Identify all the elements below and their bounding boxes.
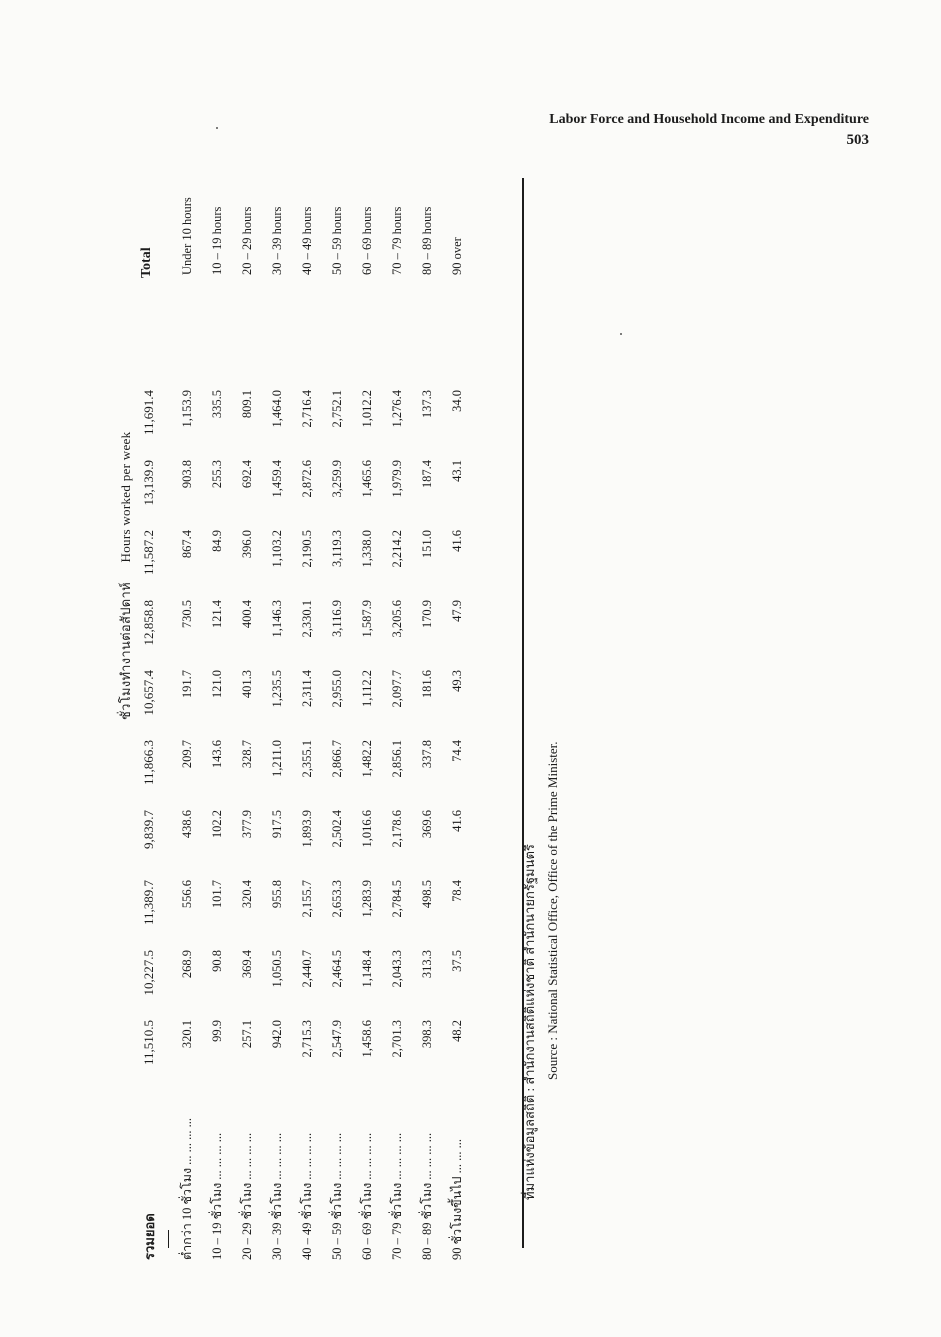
table-cell: 121.4	[210, 600, 224, 629]
table-cell: 2,716.4	[300, 390, 314, 428]
table-cell: 1,146.3	[270, 600, 284, 638]
table-cell: 47.9	[450, 600, 464, 622]
table-cell: 2,330.1	[300, 600, 314, 638]
table-cell: 3,119.3	[330, 530, 344, 568]
row-label-english: 50 – 59 hours	[330, 206, 344, 275]
total-label-thai: รวมยอด	[142, 1213, 157, 1260]
subtitle-english: Hours worked per week	[118, 431, 133, 563]
table-cell: 369.6	[420, 810, 434, 839]
table-cell: 401.3	[240, 670, 254, 699]
table-cell: 498.5	[420, 880, 434, 909]
table-cell: 1,893.9	[300, 810, 314, 848]
table-cell: 2,178.6	[390, 810, 404, 848]
table-cell: 2,653.3	[330, 880, 344, 918]
table-cell: 1,283.9	[360, 880, 374, 918]
table-cell: 1,458.6	[360, 1020, 374, 1058]
table-cell: 143.6	[210, 740, 224, 769]
table-cell: 313.3	[420, 950, 434, 979]
table-cell: 3,259.9	[330, 460, 344, 498]
row-label-english: 70 – 79 hours	[390, 206, 404, 275]
row-label-thai: 30 – 39 ชั่วโมง ... ... ... ...	[270, 1132, 284, 1260]
table-cell: 438.6	[180, 810, 194, 839]
table-cell: 335.5	[210, 390, 224, 419]
table-cell: 41.6	[450, 530, 464, 552]
table-cell: 3,116.9	[330, 600, 344, 638]
header-title: Labor Force and Household Income and Expenditure	[549, 112, 869, 127]
total-value: 10,227.5	[141, 950, 156, 996]
row-label-english: 30 – 39 hours	[270, 206, 284, 275]
table-cell: 2,155.7	[300, 880, 314, 918]
table-cell: 328.7	[240, 740, 254, 769]
table-cell: 1,276.4	[390, 390, 404, 428]
table-cell: 257.1	[240, 1020, 254, 1049]
table-cell: 34.0	[450, 390, 464, 412]
table-cell: 1,148.4	[360, 950, 374, 988]
table-cell: 170.9	[420, 600, 434, 629]
page-number: 503	[846, 132, 869, 148]
row-label-thai: 80 – 89 ชั่วโมง ... ... ... ...	[420, 1132, 434, 1260]
row-label-thai: 50 – 59 ชั่วโมง ... ... ... ...	[330, 1132, 344, 1260]
table-cell: 955.8	[270, 880, 284, 909]
table-cell: 2,190.5	[300, 530, 314, 568]
table-cell: 2,043.3	[390, 950, 404, 988]
table-cell: 1,050.5	[270, 950, 284, 988]
row-label-thai: 20 – 29 ชั่วโมง ... ... ... ...	[240, 1132, 254, 1260]
source-english: Source : National Statistical Office, Office of the Prime Minister.	[545, 741, 560, 1080]
table-cell: 398.3	[420, 1020, 434, 1049]
total-value: 11,587.2	[141, 530, 156, 576]
table-cell: 556.6	[180, 880, 194, 909]
row-label-thai: 70 – 79 ชั่วโมง ... ... ... ...	[390, 1132, 404, 1260]
table-cell: 377.9	[240, 810, 254, 839]
total-value: 10,657.4	[141, 670, 156, 716]
table-cell: 102.2	[210, 810, 224, 839]
table-cell: 917.5	[270, 810, 284, 839]
total-value: 12,858.8	[141, 600, 156, 646]
table-cell: 74.4	[450, 740, 464, 762]
table-cell: 49.3	[450, 670, 464, 692]
table-cell: 369.4	[240, 950, 254, 979]
row-label-thai: 60 – 69 ชั่วโมง ... ... ... ...	[360, 1132, 374, 1260]
table-cell: 2,955.0	[330, 670, 344, 708]
table-cell: 400.4	[240, 600, 254, 629]
table-cell: 191.7	[180, 670, 194, 699]
table-cell: 2,715.3	[300, 1020, 314, 1058]
table-cell: 2,502.4	[330, 810, 344, 848]
table-cell: 90.8	[210, 950, 224, 972]
table-cell: 2,355.1	[300, 740, 314, 778]
source-thai: ที่มาแห่งข้อมูลสถิติ : สำนักงานสถิติแห่งชาติ สำนักนายกรัฐมนตรี	[522, 844, 537, 1200]
table-cell: 1,482.2	[360, 740, 374, 778]
table-cell: 1,016.6	[360, 810, 374, 848]
table-cell: 1,338.0	[360, 530, 374, 568]
table-cell: 1,464.0	[270, 390, 284, 428]
table-cell: 84.9	[210, 530, 224, 552]
table-cell: 2,752.1	[330, 390, 344, 428]
total-value: 11,389.7	[141, 880, 156, 926]
table-cell: 1,459.4	[270, 460, 284, 498]
table-cell: 1,012.2	[360, 390, 374, 428]
table-cell: 2,464.5	[330, 950, 344, 988]
table-cell: 41.6	[450, 810, 464, 832]
table-cell: 942.0	[270, 1020, 284, 1049]
table-cell: 43.1	[450, 460, 464, 482]
table-cell: 1,103.2	[270, 530, 284, 568]
table-cell: 209.7	[180, 740, 194, 769]
table-cell: 1,153.9	[180, 390, 194, 428]
speck	[620, 333, 622, 335]
total-value: 11,510.5	[141, 1020, 156, 1066]
table-cell: 2,701.3	[390, 1020, 404, 1058]
table-cell: 2,214.2	[390, 530, 404, 568]
table-cell: 99.9	[210, 1020, 224, 1042]
table-cell: 121.0	[210, 670, 224, 699]
table-cell: 2,866.7	[330, 740, 344, 778]
row-label-thai: 40 – 49 ชั่วโมง ... ... ... ...	[300, 1132, 314, 1260]
table-cell: 2,440.7	[300, 950, 314, 988]
table-cell: 903.8	[180, 460, 194, 489]
page-header	[549, 110, 869, 150]
table-cell: 1,979.9	[390, 460, 404, 498]
table-cell: 867.4	[180, 530, 194, 559]
table-cell: 2,547.9	[330, 1020, 344, 1058]
table-cell: 181.6	[420, 670, 434, 699]
table-subtitle	[115, 432, 136, 720]
table-cell: 730.5	[180, 600, 194, 629]
table-cell: 337.8	[420, 740, 434, 769]
table-cell: 1,465.6	[360, 460, 374, 498]
table-cell: 37.5	[450, 950, 464, 972]
table-cell: 151.0	[420, 530, 434, 559]
table-cell: 78.4	[450, 880, 464, 902]
table-cell: 1,235.5	[270, 670, 284, 708]
speck	[216, 127, 218, 129]
table-cell: 2,856.1	[390, 740, 404, 778]
table-cell: 137.3	[420, 390, 434, 419]
total-value: 11,691.4	[141, 390, 156, 436]
row-label-english: 10 – 19 hours	[210, 206, 224, 275]
table-cell: 2,872.6	[300, 460, 314, 498]
table-cell: 809.1	[240, 390, 254, 419]
table-cell: 101.7	[210, 880, 224, 909]
total-value: 11,866.3	[141, 740, 156, 786]
table-cell: 1,112.2	[360, 670, 374, 708]
table-cell: 1,211.0	[270, 740, 284, 778]
row-label-thai: 90 ชั่วโมงขึ้นไป ... ... ...	[450, 1139, 464, 1260]
table-cell: 268.9	[180, 950, 194, 979]
table-cell: 320.1	[180, 1020, 194, 1049]
row-label-english: 90 over	[450, 237, 464, 275]
rotated-table	[115, 160, 560, 1260]
total-label-english: Total	[139, 247, 154, 278]
table-cell: 255.3	[210, 460, 224, 489]
row-label-english: 40 – 49 hours	[300, 206, 314, 275]
row-label-english: 80 – 89 hours	[420, 206, 434, 275]
table-cell: 1,587.9	[360, 600, 374, 638]
row-label-thai: 10 – 19 ชั่วโมง ... ... ... ...	[210, 1132, 224, 1260]
row-label-english: Under 10 hours	[180, 197, 194, 275]
row-label-thai: ต่ำกว่า 10 ชั่วโมง ... ... ... ...	[180, 1117, 194, 1260]
row-label-english: 60 – 69 hours	[360, 206, 374, 275]
table-cell: 2,311.4	[300, 670, 314, 708]
table-cell: 396.0	[240, 530, 254, 559]
table-cell: 692.4	[240, 460, 254, 489]
table-cell: 3,205.6	[390, 600, 404, 638]
row-label-english: 20 – 29 hours	[240, 206, 254, 275]
total-value: 13,139.9	[141, 460, 156, 506]
table-cell: 48.2	[450, 1020, 464, 1042]
subtitle-thai: ชั่วโมงทำงานต่อสัปดาห์	[118, 582, 133, 720]
table-cell: 2,784.5	[390, 880, 404, 918]
table-cell: 2,097.7	[390, 670, 404, 708]
total-value: 9,839.7	[141, 810, 156, 849]
table-cell: 320.4	[240, 880, 254, 909]
table-cell: 187.4	[420, 460, 434, 489]
